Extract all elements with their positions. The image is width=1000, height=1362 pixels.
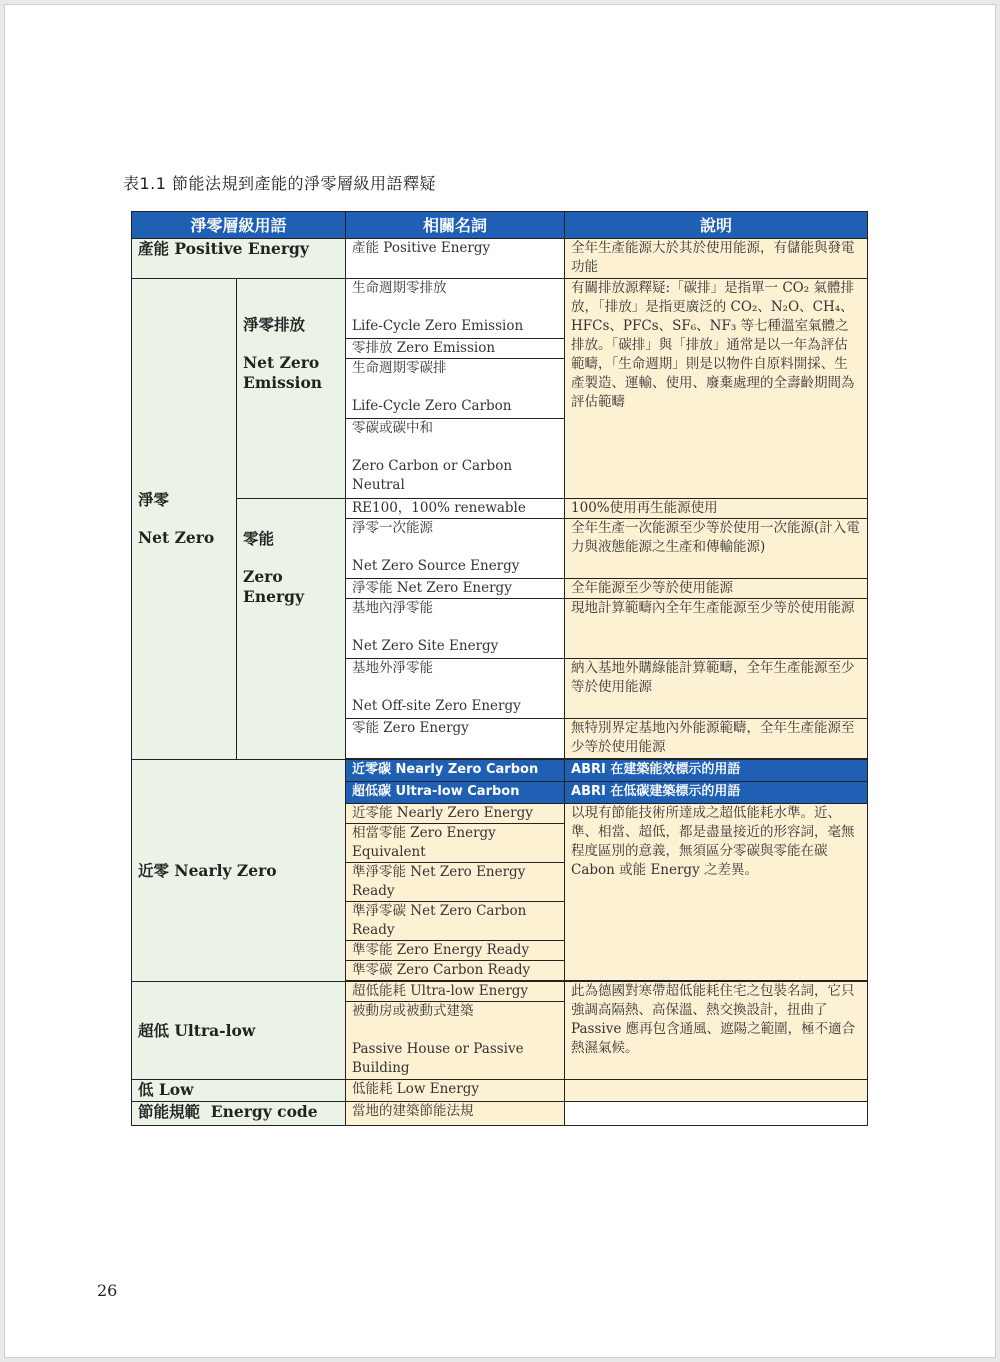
desc-cell: 納入基地外購綠能計算範疇，全年生產能源至少等於使用能源 xyxy=(565,659,868,719)
abri-desc-cell: ABRI 在建築能效標示的用語 xyxy=(565,760,868,782)
desc-cell: 以現有節能技術所達成之超低能耗水準。近、準、相當、超低，都是盡量接近的形容詞，毫無程度區別的意義，無須區分零碳與零能在碳 Cabon 或能 Energy 之差異。 xyxy=(565,804,868,981)
term-cell: 低能耗 Low Energy xyxy=(346,1080,565,1102)
desc-cell xyxy=(565,1080,868,1102)
page-number: 26 xyxy=(97,1281,118,1300)
term-cell: 準零碳 Zero Carbon Ready xyxy=(346,961,565,981)
term-cell: 基地內淨零能 Net Zero Site Energy xyxy=(346,599,565,659)
term-cell: 相當零能 Zero Energy Equivalent xyxy=(346,824,565,863)
header-level: 淨零層級用語 xyxy=(132,212,346,239)
table-row xyxy=(132,239,868,279)
desc-cell: 100%使用再生能源使用 xyxy=(565,499,868,519)
sublevel-emission-en: Net Zero Emission xyxy=(243,353,323,392)
term-cell: 零排放 Zero Emission xyxy=(346,339,565,359)
header-desc: 說明 xyxy=(565,212,868,239)
term-cell: 被動房或被動式建築 Passive House or Passive Building xyxy=(346,1002,565,1080)
abri-desc-cell: ABRI 在低碳建築標示的用語 xyxy=(565,782,868,804)
term-cell: 近零能 Nearly Zero Energy xyxy=(346,804,565,824)
term-cell: 準淨零碳 Net Zero Carbon Ready xyxy=(346,902,565,941)
term-cell: 準零能 Zero Energy Ready xyxy=(346,941,565,961)
term-cell: 產能 Positive Energy xyxy=(346,239,565,279)
table-row xyxy=(132,982,868,1002)
document-page xyxy=(4,4,996,1358)
desc-cell xyxy=(565,1102,868,1126)
term-cell: 淨零一次能源 Net Zero Source Energy xyxy=(346,519,565,579)
level-ultralow: 超低 Ultra-low xyxy=(132,982,346,1080)
desc-cell: 此為德國對寒帶超低能耗住宅之包裝名詞，它只強調高隔熱、高保溫、熱交換設計，扭曲了 Passive 應再包含通風、遮陽之範圍，極不適合熱濕氣候。 xyxy=(565,982,868,1080)
term-cell: RE100，100% renewable xyxy=(346,499,565,519)
abri-term-cell: 超低碳 Ultra-low Carbon xyxy=(346,782,565,804)
desc-cell: 有關排放源釋疑:「碳排」是指單一 CO₂ 氣體排放，「排放」是指更廣泛的 CO₂、N₂O、CH₄、HFCs、PFCs、SF₆、NF₃ 等七種溫室氣體之排放。「碳排」與「排放」通常是以一年為評估範疇，「生命週期」則是以物件自原料開採、生產製造、運輸、使用、廢棄處理的全壽齡期間為評估範疇 xyxy=(565,279,868,499)
table-row xyxy=(132,499,868,519)
level-netzero-zh: 淨零 xyxy=(138,490,170,509)
sublevel-emission-zh: 淨零排放 xyxy=(243,315,306,334)
level-netzero xyxy=(132,279,237,760)
term-cell: 生命週期零碳排 Life-Cycle Zero Carbon xyxy=(346,359,565,419)
term-cell: 當地的建築節能法規 xyxy=(346,1102,565,1126)
term-cell: 生命週期零排放 Life-Cycle Zero Emission xyxy=(346,279,565,339)
level-code: 節能規範 Energy code xyxy=(132,1102,346,1126)
level-nearly: 近零 Nearly Zero xyxy=(132,760,346,982)
table-caption: 表1.1 節能法規到產能的淨零層級用語釋疑 xyxy=(123,174,437,193)
header-term: 相關名詞 xyxy=(346,212,565,239)
desc-cell: 現地計算範疇內全年生產能源至少等於使用能源 xyxy=(565,599,868,659)
term-cell: 零能 Zero Energy xyxy=(346,719,565,759)
sublevel-energy xyxy=(237,499,346,760)
table-row xyxy=(132,1102,868,1126)
term-cell: 基地外淨零能 Net Off-site Zero Energy xyxy=(346,659,565,719)
sublevel-energy-zh: 零能 xyxy=(243,529,275,548)
term-cell: 淨零能 Net Zero Energy xyxy=(346,579,565,599)
term-cell: 準淨零能 Net Zero Energy Ready xyxy=(346,863,565,902)
desc-cell: 全年能源至少等於使用能源 xyxy=(565,579,868,599)
table-row xyxy=(132,760,868,782)
level-low: 低 Low xyxy=(132,1080,346,1102)
sublevel-energy-en: Zero Energy xyxy=(243,567,304,606)
table-row xyxy=(132,279,868,339)
table-header-row xyxy=(132,212,868,239)
desc-cell: 全年生產一次能源至少等於使用一次能源(計入電力與液態能源之生產和傳輸能源) xyxy=(565,519,868,579)
term-cell: 超低能耗 Ultra-low Energy xyxy=(346,982,565,1002)
abri-term-cell: 近零碳 Nearly Zero Carbon xyxy=(346,760,565,782)
desc-cell: 全年生產能源大於其於使用能源，有儲能與發電功能 xyxy=(565,239,868,279)
term-cell: 零碳或碳中和 Zero Carbon or Carbon Neutral xyxy=(346,419,565,499)
desc-cell: 無特別界定基地內外能源範疇，全年生產能源至少等於使用能源 xyxy=(565,719,868,759)
sublevel-emission xyxy=(237,279,346,499)
level-netzero-en: Net Zero xyxy=(138,528,215,547)
level-positive: 產能 Positive Energy xyxy=(132,239,346,279)
terminology-table xyxy=(131,211,868,1126)
table-row xyxy=(132,1080,868,1102)
